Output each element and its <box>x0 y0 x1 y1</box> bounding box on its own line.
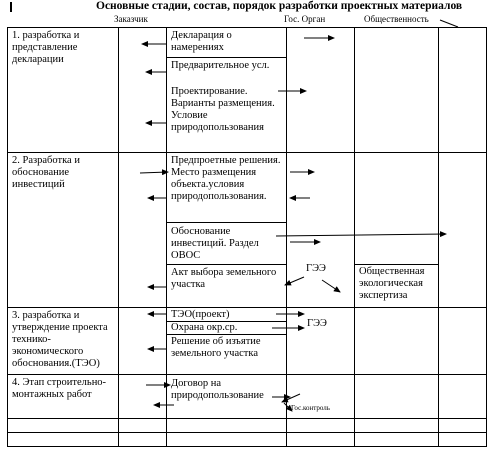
doc-design: Проектирование. Варианты размещения. Условие природопользования <box>171 86 275 133</box>
arrow-to-doc-1 <box>140 172 168 173</box>
doc-preliminary: Предварительное усл. <box>171 60 270 71</box>
doc-declaration: Декларация о намерениях <box>171 30 232 53</box>
doc-land-withdrawal-decision: Решение об изъятие земельного участка <box>171 336 261 359</box>
column-header-gov: Гос. Орган <box>284 14 326 24</box>
arrow-from-control <box>282 394 300 402</box>
doc-investment-justification: Обоснование инвестиций. Раздел ОВОС <box>171 226 259 261</box>
doc-environment-protection: Охрана окр.ср. <box>171 322 238 333</box>
gov-expertise-label-1: ГЭЭ <box>306 263 326 274</box>
arrow-gee-to-public <box>322 280 340 292</box>
stage-3: 3. разработка и утверждение проекта технико-экономического обоснования.(ТЭО) <box>12 310 108 369</box>
column-header-customer: Заказчик <box>114 14 148 24</box>
column-header-public: Общественность <box>364 14 429 24</box>
doc-feasibility-project: ТЭО(проект) <box>171 309 230 320</box>
stage-1: 1. разработка и представление декларации <box>12 30 80 65</box>
doc-nature-use-contract: Договор на природопользование <box>171 378 264 401</box>
gov-expertise-label-2: ГЭЭ <box>307 318 327 329</box>
doc-preproject: Предпроетные решения. Место размещения объекта.условия природопользования. <box>171 155 281 202</box>
stage-2: 2. Разработка и обоснование инвестиций <box>12 155 80 190</box>
stage-4: 4. Этап строительно-монтажных работ <box>12 377 107 400</box>
arrow-to-public-1 <box>276 234 446 236</box>
public-ecological-expertise: Общественная экологическая экспертиза <box>359 266 425 301</box>
page-title: Основные стадии, состав, порядок разработки проектных материалов <box>96 0 463 12</box>
arrow-gee-to-doc <box>285 277 304 285</box>
doc-land-selection-act: Акт выбора земельного участка <box>171 267 277 290</box>
gov-control-label: Гос.контроль <box>291 404 330 412</box>
